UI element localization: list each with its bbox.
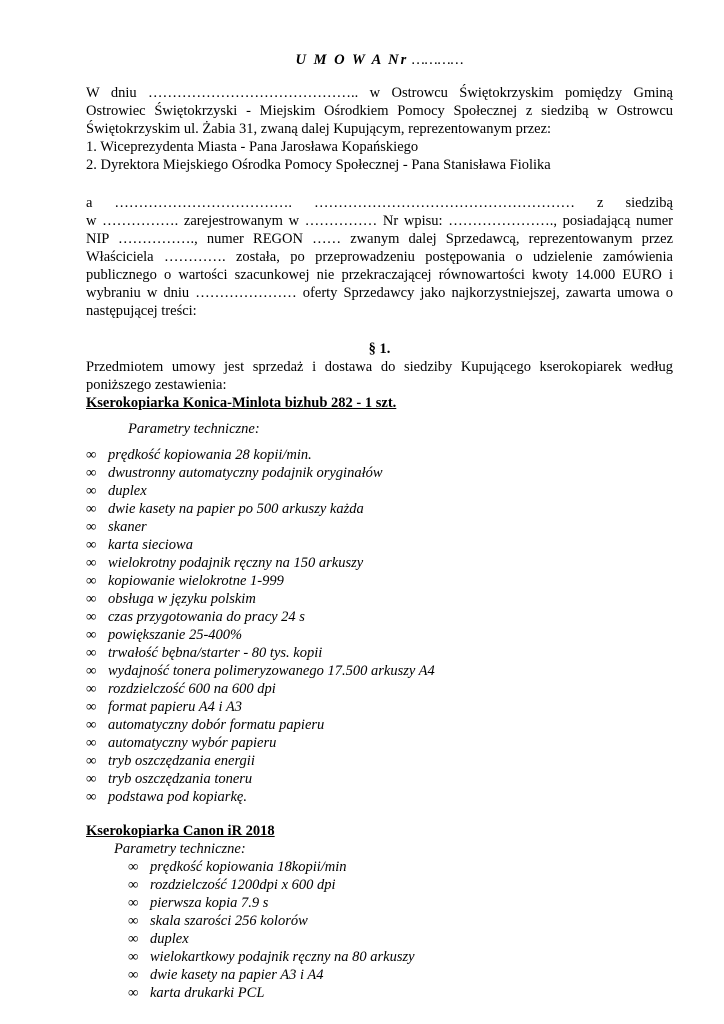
parameter-item bbox=[86, 554, 673, 572]
parameter-text: skaner bbox=[108, 519, 147, 535]
parameter-text: tryb oszczędzania energii bbox=[108, 753, 255, 769]
parties-first-line: a ………………………………. ……………………………………………… z siedzibą bbox=[86, 195, 673, 211]
parties-paragraph bbox=[86, 194, 673, 320]
parameter-item bbox=[86, 482, 673, 500]
representative-2: 2. Dyrektora Miejskiego Ośrodka Pomocy Społecznej - Pana Stanisława Fiolika bbox=[86, 157, 551, 173]
bullet-icon: ∞ bbox=[86, 537, 97, 553]
parameter-text: pierwsza kopia 7.9 s bbox=[150, 895, 269, 911]
parameter-item bbox=[86, 446, 673, 464]
parameter-text: karta drukarki PCL bbox=[150, 985, 265, 1001]
bullet-icon: ∞ bbox=[86, 555, 97, 571]
bullet-icon: ∞ bbox=[86, 717, 97, 733]
parameter-item bbox=[86, 680, 673, 698]
bullet-icon: ∞ bbox=[86, 627, 97, 643]
parameter-item bbox=[86, 770, 673, 788]
parameter-item bbox=[86, 734, 673, 752]
bullet-icon: ∞ bbox=[86, 591, 97, 607]
bullet-icon: ∞ bbox=[128, 913, 139, 929]
parameter-item bbox=[128, 858, 673, 876]
parameter-text: duplex bbox=[150, 931, 189, 947]
product-1-parameter-list bbox=[86, 446, 673, 806]
bullet-icon: ∞ bbox=[128, 895, 139, 911]
document-page bbox=[86, 50, 673, 1002]
parameter-item bbox=[86, 662, 673, 680]
parameter-text: dwie kasety na papier A3 i A4 bbox=[150, 967, 324, 983]
intro-paragraph: W dniu …………………………………….. w Ostrowcu Świętokrzyskim pomiędzy Gminą Ostrowiec Świętokrzyski - Miejskim Ośrodkiem Pomocy Społecznej z siedzibą w Ostrowcu Świętokrzyskim ul. Żabia 31, zwaną dalej Kupującym, reprezentowanym przez: bbox=[86, 85, 673, 137]
bullet-icon: ∞ bbox=[128, 859, 139, 875]
parameter-text: duplex bbox=[108, 483, 147, 499]
parameter-text: prędkość kopiowania 18kopii/min bbox=[150, 859, 347, 875]
product-1-heading: Kserokopiarka Konica-Minlota bizhub 282 - 1 szt. bbox=[86, 395, 397, 411]
bullet-icon: ∞ bbox=[86, 501, 97, 517]
parameter-item bbox=[86, 518, 673, 536]
parameter-text: obsługa w języku polskim bbox=[108, 591, 256, 607]
representative-1: 1. Wiceprezydenta Miasta - Pana Jarosława Kopańskiego bbox=[86, 139, 419, 155]
parameter-text: format papieru A4 i A3 bbox=[108, 699, 242, 715]
parameter-text: powiększanie 25-400% bbox=[108, 627, 243, 643]
product-2-heading: Kserokopiarka Canon iR 2018 bbox=[86, 823, 275, 839]
parameter-item bbox=[86, 500, 673, 518]
bullet-icon: ∞ bbox=[86, 753, 97, 769]
parameter-text: czas przygotowania do pracy 24 s bbox=[108, 609, 305, 625]
bullet-icon: ∞ bbox=[86, 771, 97, 787]
bullet-icon: ∞ bbox=[86, 573, 97, 589]
section-1-text: Przedmiotem umowy jest sprzedaż i dostawa do siedziby Kupującego kserokopiarek według poniższego zestawienia: bbox=[86, 359, 673, 393]
product-2-params-label: Parametry techniczne: bbox=[114, 841, 246, 857]
parameter-text: trwałość bębna/starter - 80 tys. kopii bbox=[108, 645, 323, 661]
bullet-icon: ∞ bbox=[86, 681, 97, 697]
bullet-icon: ∞ bbox=[128, 949, 139, 965]
parameter-item bbox=[128, 966, 673, 984]
parameter-text: dwie kasety na papier po 500 arkuszy każda bbox=[108, 501, 364, 517]
parameter-text: podstawa pod kopiarkę. bbox=[108, 789, 247, 805]
bullet-icon: ∞ bbox=[128, 931, 139, 947]
bullet-icon: ∞ bbox=[128, 967, 139, 983]
product-1-params-label: Parametry techniczne: bbox=[128, 421, 260, 437]
bullet-icon: ∞ bbox=[86, 663, 97, 679]
parameter-item bbox=[128, 984, 673, 1002]
section-1-mark: § 1. bbox=[368, 341, 391, 357]
bullet-icon: ∞ bbox=[86, 483, 97, 499]
parameter-item bbox=[128, 912, 673, 930]
parameter-text: rozdzielczość 600 na 600 dpi bbox=[108, 681, 276, 697]
parameter-item bbox=[86, 752, 673, 770]
bullet-icon: ∞ bbox=[128, 877, 139, 893]
bullet-icon: ∞ bbox=[86, 789, 97, 805]
parameter-item bbox=[86, 788, 673, 806]
bullet-icon: ∞ bbox=[86, 609, 97, 625]
parameter-text: wielokrotny podajnik ręczny na 150 arkuszy bbox=[108, 555, 364, 571]
parameter-text: rozdzielczość 1200dpi x 600 dpi bbox=[150, 877, 336, 893]
parameter-item bbox=[128, 948, 673, 966]
parameter-item bbox=[86, 644, 673, 662]
parameter-item bbox=[86, 698, 673, 716]
bullet-icon: ∞ bbox=[86, 447, 97, 463]
title-number-dots: ………… bbox=[408, 52, 464, 68]
parameter-item bbox=[86, 536, 673, 554]
bullet-icon: ∞ bbox=[86, 645, 97, 661]
parameter-item bbox=[86, 608, 673, 626]
parameter-item bbox=[128, 876, 673, 894]
parameter-item bbox=[86, 572, 673, 590]
parameter-text: karta sieciowa bbox=[108, 537, 193, 553]
parameter-text: dwustronny automatyczny podajnik oryginałów bbox=[108, 465, 383, 481]
bullet-icon: ∞ bbox=[86, 735, 97, 751]
parameter-item bbox=[128, 894, 673, 912]
product-2-parameter-list bbox=[128, 858, 673, 1002]
bullet-icon: ∞ bbox=[128, 985, 139, 1001]
parameter-text: automatyczny wybór papieru bbox=[108, 735, 277, 751]
parameter-text: tryb oszczędzania toneru bbox=[108, 771, 253, 787]
bullet-icon: ∞ bbox=[86, 519, 97, 535]
parties-rest: w ……………. zarejestrowanym w …………… Nr wpisu: …………………., posiadającą numer NIP ……………., numer REGON …… zwanym dalej Sprzedawcą, reprezentowanym przez Właściciela …………. została, po przeprowadzeniu postępowania o udzielenie zamówienia publicznego o wartości szacunkowej nie przekraczającej równowartości kwoty 14.000 EURO i wybraniu w dniu ………………… oferty Sprzedawcy jako najkorzystniejszej, zawarta umowa o następującej treści: bbox=[86, 213, 673, 319]
parameter-item bbox=[86, 716, 673, 734]
parameter-item bbox=[86, 590, 673, 608]
parameter-text: prędkość kopiowania 28 kopii/min. bbox=[108, 447, 312, 463]
parameter-text: wielokartkowy podajnik ręczny na 80 arkuszy bbox=[150, 949, 415, 965]
bullet-icon: ∞ bbox=[86, 465, 97, 481]
bullet-icon: ∞ bbox=[86, 699, 97, 715]
parameter-item bbox=[86, 464, 673, 482]
parameter-item bbox=[128, 930, 673, 948]
contract-title bbox=[86, 50, 673, 70]
parameter-text: automatyczny dobór formatu papieru bbox=[108, 717, 325, 733]
parameter-item bbox=[86, 626, 673, 644]
parameter-text: skala szarości 256 kolorów bbox=[150, 913, 308, 929]
parameter-text: kopiowanie wielokrotne 1-999 bbox=[108, 573, 284, 589]
parameter-text: wydajność tonera polimeryzowanego 17.500 arkuszy A4 bbox=[108, 663, 435, 679]
title-label: U M O W A Nr bbox=[295, 52, 409, 68]
